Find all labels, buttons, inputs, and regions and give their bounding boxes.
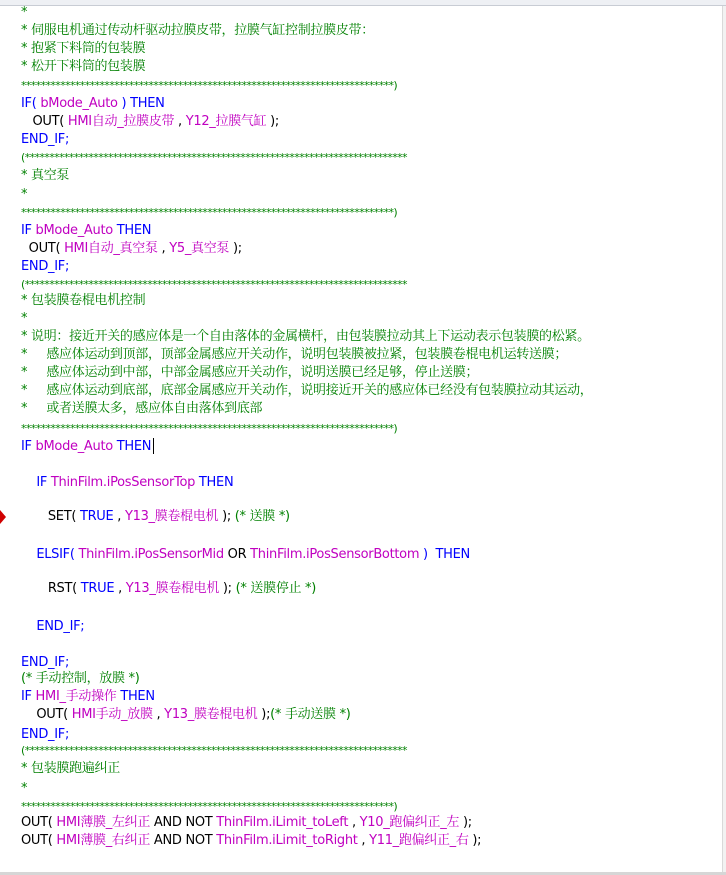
code-token: IF [21,689,36,704]
code-token: ); [257,707,271,722]
code-line[interactable] [21,688,155,706]
current-line-arrow-icon [0,510,6,524]
code-line[interactable] [21,240,242,258]
code-token: ) THEN [117,96,165,111]
code-token: bMode_Auto [35,223,113,238]
code-token: OUT( [21,815,57,830]
code-token: TRUE [79,509,114,524]
code-line[interactable] [21,222,151,240]
code-token: THEN [112,439,152,454]
code-token: OUT( [21,833,57,848]
code-token: ); [266,114,279,129]
code-token: Y5_真空泵 [169,241,230,256]
code-token: THEN [116,689,155,704]
code-token: THEN [112,223,152,238]
code-line[interactable] [21,95,165,113]
code-token: * 伺服电机通过传动杆驱动拉膜皮带，拉膜气缸控制拉膜皮带： [21,23,374,38]
code-line[interactable] [21,580,316,598]
vertical-scrollbar[interactable] [722,6,726,872]
code-token: END_IF; [21,727,70,742]
code-token: ); [468,833,482,848]
code-line[interactable] [21,310,27,328]
code-line[interactable] [21,474,233,492]
code-token: ); [459,815,472,830]
code-token: ThinFilm.iPosSensorBottom [250,547,420,562]
code-token: Y13_膜卷棍电机 [125,581,220,596]
code-token: ThinFilm.iPosSensorTop [50,475,196,490]
code-token: ThinFilm.iLimit_toLeft [216,815,349,830]
code-token: ELSIF( [21,547,79,562]
code-token: ****************************************************************************) [21,422,398,435]
code-token: (****************************************************************************** [21,278,407,291]
code-token: HMI_手动操作 [35,689,117,704]
code-token: OR [223,547,251,562]
code-token: HMI手动_放膜 [71,707,153,722]
code-token: ); [218,509,235,524]
code-token: bMode_Auto [40,96,118,111]
code-line[interactable] [21,40,145,58]
code-token: IF [21,223,36,238]
code-token: , [113,509,125,524]
code-token: * 抱紧下料筒的包装膜 [21,41,146,56]
code-token: END_IF; [21,132,70,147]
code-line[interactable] [21,508,290,526]
code-token: AND NOT [150,815,217,830]
code-line[interactable] [21,706,351,724]
code-line[interactable] [21,113,279,131]
code-token: ThinFilm.iLimit_toRight [216,833,358,848]
code-line[interactable] [21,58,145,76]
code-token: , [157,241,170,256]
code-line[interactable] [21,438,151,456]
code-token: (* 手动控制，放膜 *) [21,671,140,686]
code-token: ) THEN [419,547,470,562]
code-line[interactable] [21,382,592,400]
code-token: * 或者送膜太多，感应体自由落体到底部 [21,401,263,416]
code-token: END_IF; [21,259,70,274]
code-line[interactable] [21,204,397,222]
code-token: ****************************************************************************) [21,206,398,219]
code-line[interactable] [21,814,472,832]
code-line[interactable] [21,760,120,778]
code-token: RST( [21,581,81,596]
code-token: ); [219,581,236,596]
code-token: * 包装膜跑遍纠正 [21,761,120,776]
code-token: Y11_跑偏纠正_右 [369,833,469,848]
code-token: (* 送膜停止 *) [235,581,317,596]
code-token: , [114,581,126,596]
code-token: , [152,707,165,722]
code-token: HMI薄膜_右纠正 [56,833,151,848]
code-token: TRUE [80,581,115,596]
code-line[interactable] [21,670,140,688]
code-token: ****************************************************************************) [21,79,398,92]
code-token: HMI自动_拉膜皮带 [67,114,175,129]
code-token: AND NOT [150,833,217,848]
code-token: * [21,781,28,796]
text-caret [153,438,154,454]
code-token: Y13_膜卷棍电机 [164,707,258,722]
code-token: HMI薄膜_左纠正 [56,815,151,830]
code-line[interactable] [21,832,481,850]
code-token: * 包装膜卷棍电机控制 [21,293,146,308]
code-token: (* 手动送膜 *) [270,707,351,722]
code-token: , [174,114,186,129]
code-line[interactable] [21,186,27,204]
code-token: ****************************************************************************) [21,800,398,813]
code-line[interactable] [21,364,478,382]
code-token: , [348,815,360,830]
code-token: IF [21,439,36,454]
code-line[interactable] [21,292,145,310]
code-token: (****************************************************************************** [21,151,407,164]
code-token: * [21,187,28,202]
code-token: (****************************************************************************** [21,744,407,757]
code-token: END_IF; [21,619,85,634]
code-line[interactable] [21,346,567,364]
code-line[interactable] [21,167,69,185]
code-line[interactable] [21,22,374,40]
code-token: * [21,311,28,326]
code-token: OUT( [21,114,68,129]
editor-top-border [0,0,726,6]
code-line[interactable] [21,77,397,95]
code-line[interactable] [21,131,69,149]
code-token: ThinFilm.iPosSensorMid [78,547,224,562]
code-line[interactable] [21,546,470,564]
code-token: * 真空泵 [21,168,70,183]
code-line[interactable] [21,420,397,438]
code-line[interactable] [21,618,84,636]
code-token: * 松开下料筒的包装膜 [21,59,146,74]
code-line[interactable] [21,328,590,346]
code-line[interactable] [21,400,262,418]
code-token: HMI自动_真空泵 [64,241,158,256]
code-token: * 感应体运动到顶部，顶部金属感应开关动作，说明包装膜被拉紧，包装膜卷棍电机运转送膜； [21,347,568,362]
code-token: (* 送膜 *) [234,509,290,524]
code-token: OUT( [21,241,65,256]
code-token: * 感应体运动到中部，中部金属感应开关动作，说明送膜已经足够，停止送膜； [21,365,479,380]
code-token: END_IF; [21,655,70,670]
code-token: * [21,5,28,20]
code-token: Y13_膜卷棍电机 [124,509,219,524]
code-token: ); [229,241,242,256]
code-line[interactable] [21,780,27,798]
code-token: * 感应体运动到底部，底部金属感应开关动作，说明接近开关的感应体已经没有包装膜拉动其运动， [21,383,593,398]
code-line[interactable] [21,742,407,760]
code-token: , [357,833,370,848]
code-token: THEN [195,475,234,490]
code-token: SET( [21,509,80,524]
code-token: * 说明：接近开关的感应体是一个自由落体的金属横杆，由包装膜拉动其上下运动表示包装膜的松紧。 [21,329,590,344]
code-line[interactable] [21,4,27,22]
code-token: Y10_跑偏纠正_左 [359,815,460,830]
code-line[interactable] [21,149,407,167]
code-token: bMode_Auto [35,439,113,454]
code-line[interactable] [21,258,69,276]
code-token: Y12_拉膜气缸 [185,114,267,129]
code-token: IF [21,475,51,490]
code-token: OUT( [21,707,72,722]
code-token: IF( [21,96,41,111]
